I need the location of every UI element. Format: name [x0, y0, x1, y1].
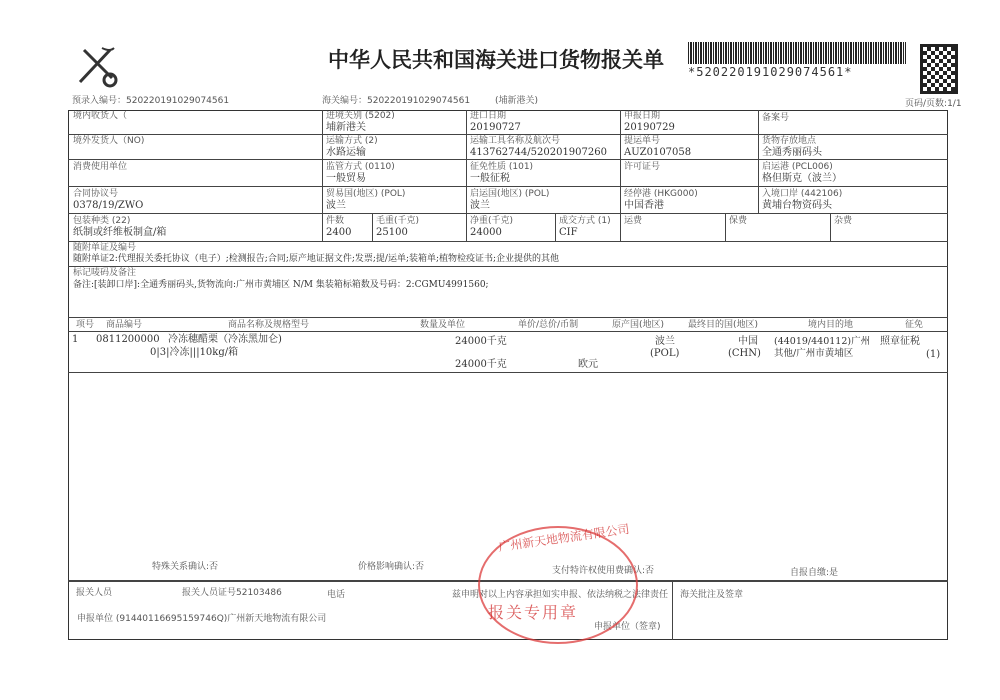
customs-emblem-icon [72, 42, 120, 90]
goods-levy-code: (1) [926, 349, 941, 360]
entry-customs-value: 埔新港关 [326, 122, 366, 133]
transit-port-value: 中国香港 [624, 200, 664, 211]
levy-value: 一般征税 [470, 173, 510, 184]
supervision-value: 一般贸易 [326, 173, 366, 184]
goods-header-code: 商品编号 [106, 320, 143, 330]
origin-country-value: 波兰 [470, 200, 490, 211]
record-no-label: 备案号 [762, 113, 790, 123]
pieces-label: 件数 [326, 216, 345, 226]
trade-country-value: 波兰 [326, 200, 346, 211]
license-label: 许可证号 [624, 162, 661, 172]
documents-label: 随附单证及编号 [73, 243, 137, 253]
page-count: 页码/页数:1/1 [905, 99, 962, 109]
goods-name: 冷冻穗醋栗（冷冻黑加仑) [168, 334, 282, 345]
consignee-label: 境内收货人（ [73, 111, 128, 121]
origin-country-label: 启运国(地区) (POL) [470, 189, 550, 199]
bl-no-label: 提运单号 [624, 136, 661, 146]
goods-header-dest: 最终目的国(地区) [688, 320, 759, 330]
storage-label: 货物存放地点 [762, 136, 817, 146]
freight-label: 运费 [624, 216, 643, 226]
vessel-label: 运输工具名称及航次号 [470, 136, 561, 146]
declare-date-label: 申报日期 [624, 111, 661, 121]
marks-value: 备注:[装卸口岸]:全通秀丽码头,货物流向:广州市黄埔区 N/M 集装箱标箱数及号码：2:CGMU4991560; [73, 280, 489, 290]
goods-no: 1 [72, 334, 79, 345]
misc-label: 杂费 [834, 216, 853, 226]
goods-dest: 中国 [738, 336, 758, 347]
transport-mode-label: 运输方式 (2) [326, 136, 378, 146]
transport-mode-value: 水路运输 [326, 147, 366, 158]
declaration-statement: 兹申明对以上内容承担如实申报、依法纳税之法律责任 [452, 590, 669, 600]
terms-value: CIF [559, 227, 578, 238]
storage-value: 全通秀丽码头 [762, 147, 822, 158]
goods-header-levy: 征免 [905, 320, 924, 330]
goods-qty-2: 24000千克 [455, 359, 507, 370]
dep-port-label: 启运港 (PCL006) [762, 162, 833, 172]
goods-header-qty: 数量及单位 [420, 320, 466, 330]
declare-date-value: 20190729 [624, 122, 675, 133]
goods-origin-code: (POL) [650, 348, 680, 359]
goods-header-origin: 原产国(地区) [612, 320, 665, 330]
goods-dest-code: (CHN) [728, 348, 761, 359]
entry-customs-label: 进境关别 (5202) [326, 111, 395, 121]
goods-qty-1: 24000千克 [455, 336, 507, 347]
goods-domestic: (44019/440112)广州其他/广州市黄埔区 [774, 336, 871, 359]
insurance-label: 保费 [729, 216, 748, 226]
special-relation-confirm: 特殊关系确认:否 [152, 562, 219, 572]
goods-header-no: 项号 [76, 320, 95, 330]
customs-number: 海关编号：520220191029074561 [322, 96, 471, 106]
package-label: 包装种类 (22) [73, 216, 131, 226]
entry-port-value: 黄埔台物资码头 [762, 200, 832, 211]
goods-spec: 0|3|冷冻|||10kg/箱 [150, 347, 239, 358]
goods-header-name: 商品名称及规格型号 [228, 320, 310, 330]
goods-currency: 欧元 [578, 359, 598, 370]
pieces-value: 2400 [326, 227, 352, 238]
seal-company-name: 广州新天地物流有限公司 [497, 521, 631, 555]
goods-code: 0811200000 [96, 334, 160, 345]
import-date-value: 20190727 [470, 122, 521, 133]
declarant-label: 报关人员 [76, 588, 113, 598]
customs-note-label: 海关批注及签章 [680, 590, 744, 600]
royalty-confirm: 支付特许权使用费确认:否 [552, 566, 655, 576]
contract-label: 合同协议号 [73, 189, 119, 199]
consumer-label: 消费使用单位 [73, 162, 128, 172]
gross-value: 25100 [376, 227, 408, 238]
net-label: 净重(千克) [470, 216, 514, 226]
signature-label: 申报单位（签章) [594, 622, 661, 632]
goods-origin: 波兰 [655, 336, 675, 347]
qr-code [920, 44, 958, 94]
barcode [688, 42, 906, 64]
goods-levy: 照章征税 [880, 336, 920, 347]
levy-label: 征免性质 (101) [470, 162, 534, 172]
declarant-number: 报关人员证号52103486 [182, 588, 282, 598]
overseas-consignor-label: 境外发货人（NO) [73, 136, 145, 146]
bl-no-value: AUZ0107058 [624, 147, 692, 158]
gross-label: 毛重(千克) [376, 216, 420, 226]
package-value: 纸制或纤维板制盒/箱 [73, 227, 167, 238]
phone-label: 电话 [327, 590, 346, 600]
page-title: 中华人民共和国海关进口货物报关单 [328, 48, 664, 72]
dep-port-value: 格但斯克（波兰） [762, 173, 842, 184]
terms-label: 成交方式 (1) [559, 216, 611, 226]
transit-port-label: 经停港 (HKG000) [624, 189, 698, 199]
goods-header-price: 单价/总价/币制 [518, 320, 579, 330]
entry-port-label: 入境口岸 (442106) [762, 189, 843, 199]
trade-country-label: 贸易国(地区) (POL) [326, 189, 406, 199]
customs-name: (埔新港关) [495, 96, 539, 106]
import-date-label: 进口日期 [470, 111, 507, 121]
declaring-company: 申报单位 (91440116695159746Q)广州新天地物流有限公司 [77, 614, 327, 624]
pre-entry-number: 预录入编号：520220191029074561 [72, 96, 230, 106]
goods-header-domestic: 境内目的地 [808, 320, 854, 330]
seal-title: 报关专用章 [488, 603, 579, 622]
net-value: 24000 [470, 227, 502, 238]
documents-value: 随附单证2:代理报关委托协议（电子）;检测报告;合同;原产地证据文件;发票;提/运单;装箱单;植物检疫证书;企业提供的其他 [73, 254, 560, 264]
contract-value: 0378/19/ZWO [73, 200, 144, 211]
supervision-label: 监管方式 (0110) [326, 162, 395, 172]
marks-label: 标记唛码及备注 [73, 268, 137, 278]
vessel-value: 413762744/520201907260 [470, 147, 607, 158]
barcode-number: *520220191029074561* [688, 65, 853, 79]
price-influence-confirm: 价格影响确认:否 [358, 562, 425, 572]
self-declare: 自报自缴:是 [790, 568, 839, 578]
